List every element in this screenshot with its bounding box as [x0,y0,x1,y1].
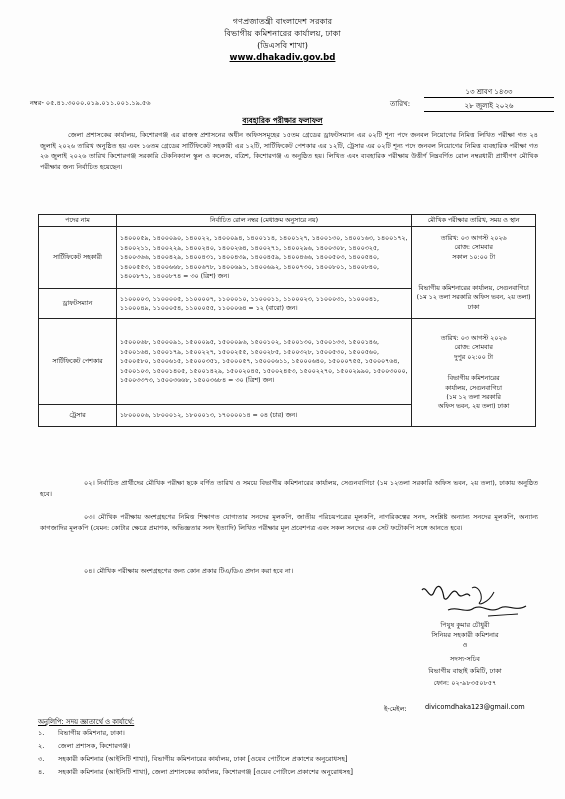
office-title: বিভাগীয় কমিশনারের কার্যালয়, ঢাকা [224,28,341,38]
roll-numbers: ১১০০০০৩, ১১০০০০৫, ১১০০০০৭, ১১০০০১০, ১১০০০১১, ১১০০০২৩, ১১০০০৩১, ১১০০০৪১, ১১০০০৪৯, ১১০০০৫৪, ১১০০০৫৫, ১১০০০৬৪ = ১২ (বারো) জন। [116,289,411,319]
viva-time: সকাল ১০:০০ টা [452,253,496,261]
table-row [39,227,536,289]
paragraph-4: ০৪। মৌখিক পরীক্ষায় অংশগ্রহণের জন্য কোন প্রকার টিএ/ডিএ প্রদান করা হবে না। [84,567,294,575]
viva-place: অফিস ভবন, ২য় তলা) ঢাকা [438,403,510,411]
email-label: ই-মেইল: [384,705,407,713]
post-name: সার্টিফিকেট সহকারী [39,227,117,289]
signatory-designation: সিনিয়র সহকারী কমিশনার [431,631,499,639]
subject-heading: ব্যবহারিক পরীক্ষার ফলাফল [242,116,323,125]
post-name: সার্টিফিকেট পেশকার [39,319,117,405]
post-name: ট্রেসার [39,405,117,427]
website-link[interactable]: www.dhakadiv.gov.bd [229,53,336,63]
header-post: পদের নাম [39,215,117,227]
viva-day: রোজ: সোমবার [454,344,493,352]
roll-numbers: ১৫০০০৬৮, ১৫০০০৯১, ১৫০০০৯৫, ১৫০০০৯৬, ১৫০০১০২, ১৫০০১৩০, ১৫০০১৩৩, ১৫০০১৪৬, ১৫০০১৬৪, ১৫০০১৭৯, ১৫০০২২৭, ১৫০০২৫৫, ১৫০০২৮৫, ১৫০০৩২৮, ১৫০০৫৩০, ১৫০০৫৬০, ১৫০০৫৮০, ১৫০০৬১৫, ১৫০০০৩৫১, ১৫০০০৫৭, ১৫০০০৬১১, ১৫০০০৬৪০, ১৫০০০৭৫৫, ১৫০০০৭৬৪, ১৫০০১০৩, ১৫০০১৪০৫, ১৫০০১৪২৯, ১৫০০২০৪৫, ১৫০০২৪৫৩, ১৫০০২২৭০, ১৫০০২৯৯০, ১৫০০৩০০০, ১৫০০৩৩৭৩, ১৫০০৩৬৬৮, ১৫০০৩৬৮৪ = ৩০ (ত্রিশ) জন। [116,319,411,405]
viva-place: বিভাগীয় কমিশনারের [447,375,500,383]
date-bangla: ১৩ শ্রাবণ ১৪৩৩ [465,88,513,96]
list-item: ১. বিভাগীয় কমিশনার, ঢাকা। [38,729,125,737]
viva-date: তারিখ: ০৩ আগস্ট ২০২৬ [440,234,507,242]
viva-place: (১ম ১২ তলা সরকারি অফিস ভবন, ২য় তলা) ঢাকা [416,294,531,311]
date-underline [424,111,554,112]
viva-place: কার্যালয়, সেগুনবাগিচা [445,384,502,392]
date-label: তারিখ: [390,100,411,108]
signatory-and: ও [462,641,468,649]
table-row [39,319,536,405]
cc-title: অনুলিপি: সদয় জ্ঞাতার্থে ও কার্যার্থে: [38,718,135,726]
signature-image [418,580,533,622]
signatory-committee: বিভাগীয় বাছাই কমিটি, ঢাকা [428,667,502,675]
government-title: গণপ্রজাতন্ত্রী বাংলাদেশ সরকার [232,16,333,26]
list-item: ৩. সহকারী কমিশনার (আইসিটি শাখা), বিভাগীয় কমিশনারের কার্যালয়, ঢাকা [ওয়েব পোর্টালে প্রকাশের অনুরোধসহ] [38,755,348,763]
table-header-row [39,215,536,227]
date-english: ২৮ জুলাই ২০২৬ [464,102,514,110]
memo-number: নম্বর- ০৫.৪১.৩০০০.০১৯.০১১.০০১.১৯.৫৬ [30,99,151,107]
signatory-name: পিযুষ কুমার চৌধুরী [440,621,490,629]
signatory-phone: ফোন: ০২-৯৮৩৫০৮৫৭ [433,679,497,687]
intro-paragraph: জেলা প্রশাসকের কার্যালয়, কিশোরগঞ্জ এর রাজস্ব প্রশাসনের অধীন অফিসসমূহের ১৫তম গ্রেডের ড্রাফটসম্যান এর ০২টি শূন্য পদে জনবল নিয়োগের নিমিত্ত লিখিত পরীক্ষা গত ২৪ জুলাই ২০২৬ তারিখ অনুষ্ঠিত হয় এবং ১৬তম গ্রেডের সার্টিফিকেট সহকারী এর ১২টি, সার্টিফিকেট পেশকার এর ১২টি, ট্রেসার এর ০২টি শূন্য পদে জনবল নিয়োগের নিমিত্ত ব্যবহারিক পরীক্ষা গত ২৬ জুলাই ২০২৬ তারিখ কিশোরগঞ্জ সরকারি টেকনিক্যাল স্কুল ও কলেজ, বত্রিশ, কিশোরগঞ্জ এ অনুষ্ঠিত হয়। লিখিত এবং ব্যবহারিক পরীক্ষায় উত্তীর্ণ নিম্নবর্ণিত রোল নম্বরধারী প্রার্থীগণ মৌখিক পরীক্ষার জন্য নির্বাচিত হয়েছেন। [40,131,538,171]
viva-schedule-2 [412,319,536,427]
viva-place: (১ম ১২ তলা সরকারি [446,394,501,402]
viva-date: তারিখ: ০৩ আগস্ট ২০২৬ [440,334,507,342]
list-item: ৪. সহকারী কমিশনার (আইসিটি শাখা), জেলা প্রশাসকের কার্যালয়, কিশোরগঞ্জ [ওয়েব পোর্টালে প্রকাশের অনুরোধসহ] [38,768,353,776]
viva-day: রোজ: সোমবার [454,244,493,252]
roll-numbers: ১৪০০০৫৯, ১৪০০০৯০, ১৪০০২২, ১৪০০০৯৪, ১৪০০১১৪, ১৪০০১২৭, ১৪০০১৩০, ১৪০০১৬৩, ১৪০০১৭২, ১৪০০২১১, ১৪০০২২৯, ১৪০০২৪০, ১৪০০২৬৪, ১৪০০২৭১, ১৪০০২৯৬, ১৪০০৩০৮, ১৪০০৩২৫, ১৪০০৩৬৬, ১৪০০৪২৯, ১৪০০৪৩১, ১৪০০৪৩৯, ১৪০০৪৫৯, ১৪০০৪৬৬, ১৪০০৫০৩, ১৪০০৫৪০, ১৪০০৫৫৩, ১৪০০৬৬৮, ১৪০০৬৭৮, ১৪০০৬৯১, ১৪০০৬৯২, ১৪০০৭৩০, ১৪০০৮০১, ১৪০০৮৪০, ১৪০০৮৭১, ১৪০০৮৭৪ = ৩০ (ত্রিশ) জন। [116,227,411,289]
header-rolls: নির্বাচিত রোল নম্বর (মেধাক্রম অনুসারে নয়) [116,215,411,227]
list-item: ২. জেলা প্রশাসক, কিশোরগঞ্জ। [38,742,131,750]
email-address[interactable]: divicomdhaka123@gmail.com [425,703,525,711]
viva-schedule-1 [412,227,536,319]
header-viva: মৌখিক পরীক্ষার তারিখ, সময় ও স্থান [412,215,536,227]
paragraph-2: ০২। নির্বাচিত প্রার্থীদের মৌখিক পরীক্ষা ছকে বর্ণিত তারিখ ও সময়ে বিভাগীয় কমিশনারের কার্যালয়, সেগুনবাগিচা (১ম ১২তলা সরকারি অফিস ভবন, ২য় তলা), ঢাকায় অনুষ্ঠিত হবে। [40,479,538,498]
post-name: ড্রাফটসম্যান [39,289,117,319]
viva-time: দুপুর ০২:০০ টা [454,353,494,361]
roll-numbers: ১৮০০০০৬, ১৮০০০১২, ১৮০০০১৩, ১৭০০০০১৪ = ০৪ (চার) জন। [116,405,411,427]
date-divider [424,97,554,98]
signatory-role: সদস্য-সচিব [450,655,480,663]
branch-title: (ডিএসবি শাখা) [257,40,308,50]
viva-place: বিভাগীয় কমিশনারের কার্যালয়, সেগুনবাগিচা [418,284,529,292]
results-table [38,214,536,427]
paragraph-3: ০৩। মৌখিক পরীক্ষায় অংশগ্রহণের নিমিত্ত শিক্ষাগত যোগ্যতার সনদের মূলকপি, জাতীয় পরিচয়পত্রের মূলকপি, নাগরিকত্বের সনদ, সংশ্লিষ্ট অন্যান্য সনদের মূলকপি, অন্যান্য কাগজাদির মূলকপি (যেমন: কোটার ক্ষেত্রে প্রমাণক, অভিজ্ঞতার সনদ ইত্যাদি) লিখিত পরীক্ষার মূল প্রবেশপত্র এবং সকল সনদের এক সেট ফটোকপি সঙ্গে আনতে হবে। [40,513,538,532]
